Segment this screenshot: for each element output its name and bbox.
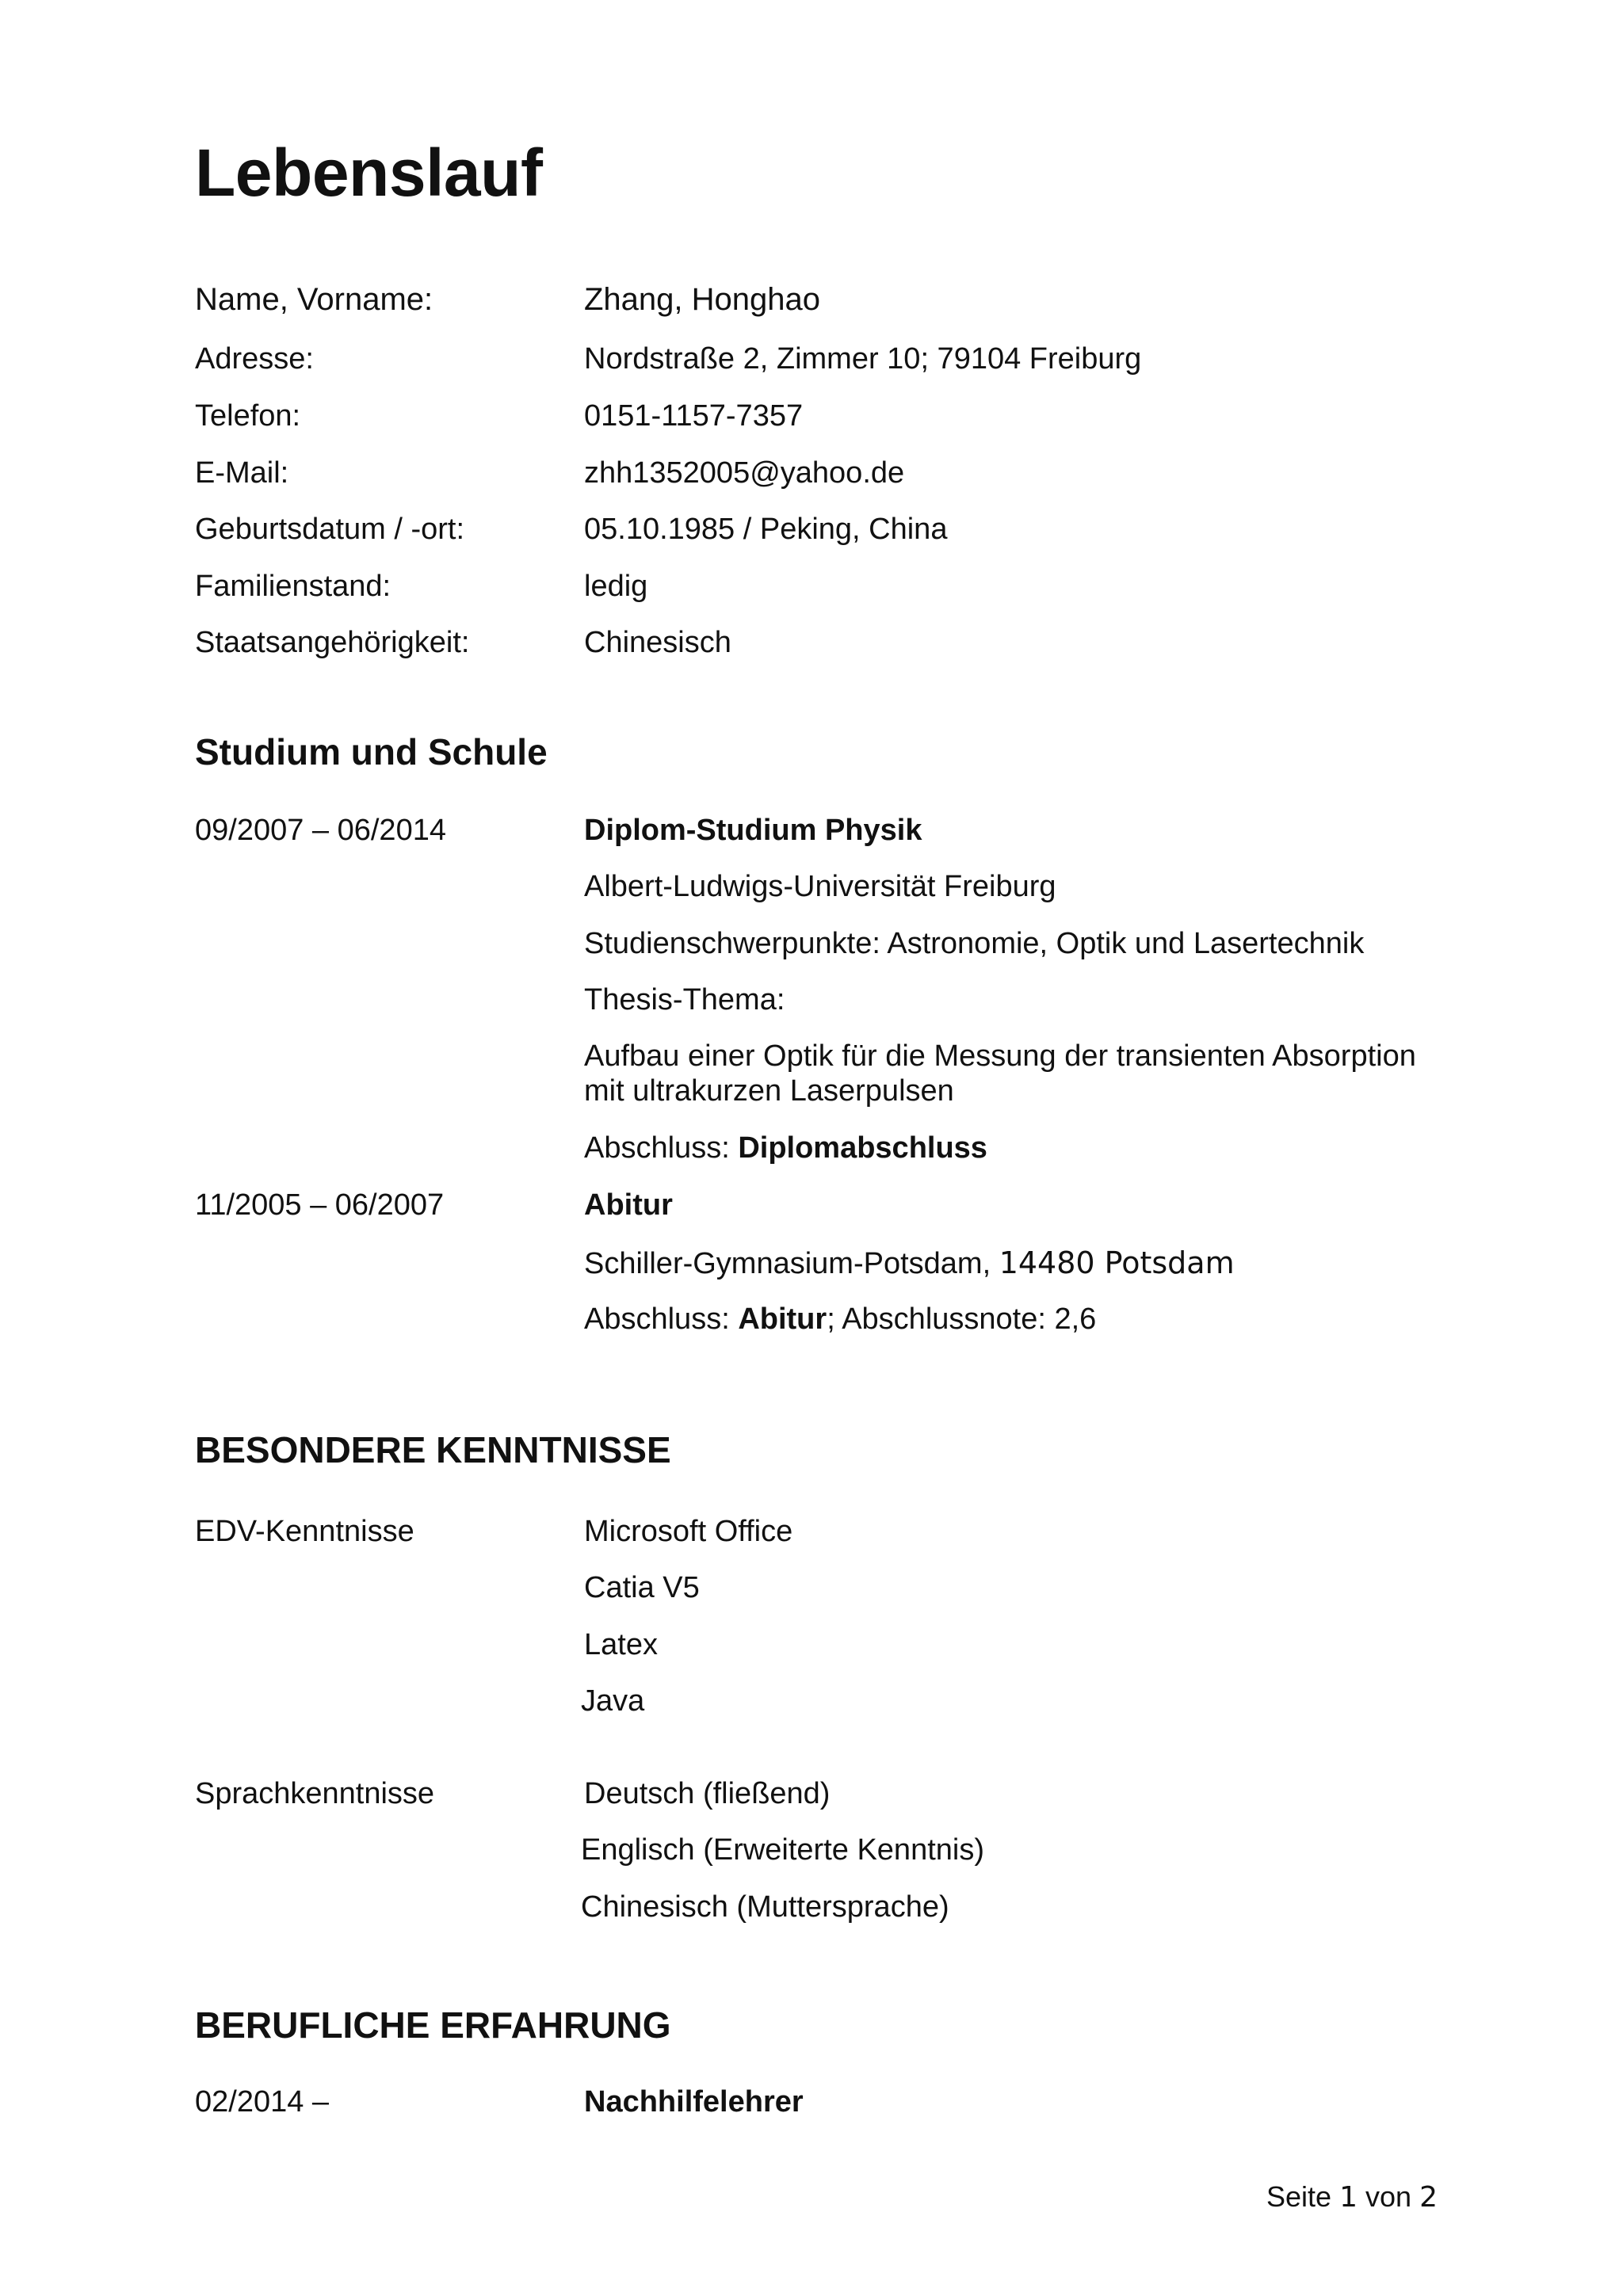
marital-label: Familienstand: [195,570,391,603]
current-page: 1 [1339,2181,1358,2214]
page-middle: von [1365,2180,1412,2213]
phone-value: 0151-1157-7357 [584,399,804,433]
list-item: Englisch (Erweiterte Kenntnis) [581,1833,984,1867]
phone-label: Telefon: [195,399,301,433]
list-item: Latex [584,1628,658,1661]
degree-value: Diplomabschluss [738,1131,987,1165]
education-degree [584,1131,987,1165]
birth-value: 05.10.1985 / Peking, China [584,513,948,546]
skills-heading: BESONDERE KENNTNISSE [195,1429,671,1470]
address-label: Adresse: [195,342,314,376]
nationality-label: Staatsangehörigkeit: [195,626,470,659]
experience-heading: BERUFLICHE ERFAHRUNG [195,2004,671,2046]
list-item: Chinesisch (Muttersprache) [581,1890,949,1924]
address-value: Nordstraße 2, Zimmer 10; 79104 Freiburg [584,342,1142,376]
list-item: Java [581,1684,645,1718]
name-value: Zhang, Honghao [584,282,821,317]
education-heading: Studium und Schule [195,731,548,772]
grade-value: ; Abschlussnote: 2,6 [827,1302,1097,1336]
school-city: 14480 Potsdam [999,1245,1235,1280]
degree-prefix: Abschluss: [584,1302,739,1336]
school-name: Schiller-Gymnasium-Potsdam, [584,1247,991,1280]
education-focus: Studienschwerpunkte: Astronomie, Optik und Lasertechnik [584,927,1365,960]
education-title: Diplom-Studium Physik [584,814,922,847]
education-period: 09/2007 – 06/2014 [195,814,446,847]
degree-value: Abitur [738,1302,827,1336]
it-skills-label: EDV-Kenntnisse [195,1515,414,1548]
thesis-label: Thesis-Thema: [584,983,785,1016]
marital-value: ledig [584,570,648,603]
page-number [1266,2180,1438,2214]
list-item: Deutsch (fließend) [584,1777,831,1810]
total-pages: 2 [1419,2181,1438,2214]
degree-prefix: Abschluss: [584,1131,739,1165]
birth-label: Geburtsdatum / -ort: [195,513,465,546]
language-skills-label: Sprachkenntnisse [195,1777,435,1810]
name-label: Name, Vorname: [195,282,433,317]
list-item: Catia V5 [584,1571,700,1604]
email-label: E-Mail: [195,456,289,490]
list-item: Microsoft Office [584,1515,793,1548]
education-degree [584,1302,1096,1337]
experience-title: Nachhilfelehrer [584,2085,804,2119]
education-institution [584,1245,1235,1281]
experience-period: 02/2014 – [195,2085,330,2119]
thesis-line-1: Aufbau einer Optik für die Messung der transienten Absorption [584,1039,1416,1073]
education-period: 11/2005 – 06/2007 [195,1188,445,1222]
document-title: Lebenslauf [195,135,543,210]
education-institution: Albert-Ludwigs-Universität Freiburg [584,870,1056,903]
email-value: zhh1352005@yahoo.de [584,456,905,490]
education-title: Abitur [584,1188,673,1222]
thesis-line-2: mit ultrakurzen Laserpulsen [584,1074,954,1108]
page-prefix: Seite [1266,2180,1332,2213]
nationality-value: Chinesisch [584,626,731,659]
